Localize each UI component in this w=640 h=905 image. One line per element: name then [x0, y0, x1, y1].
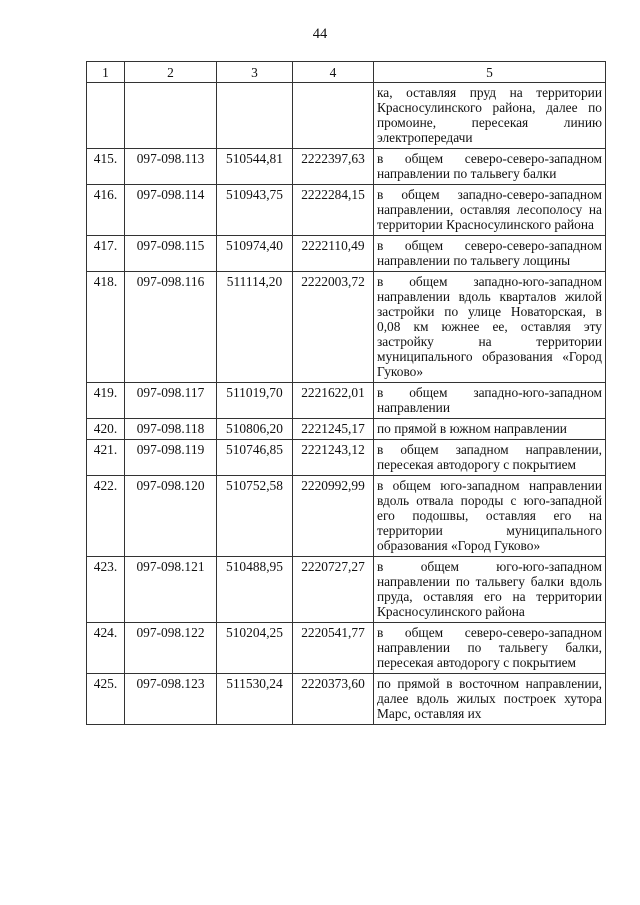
row-number-cell: 422. — [87, 476, 125, 557]
coordinate-x-cell: 510204,25 — [217, 623, 293, 674]
boundary-description-cell: по прямой в южном направлении — [374, 419, 606, 440]
table-row — [87, 623, 606, 674]
column-header: 1 — [87, 62, 125, 83]
point-code-cell: 097-098.117 — [125, 383, 217, 419]
coordinate-x-cell: 511114,20 — [217, 272, 293, 383]
coordinate-x-cell: 510974,40 — [217, 236, 293, 272]
boundary-description-cell: в общем юго-юго-западном направлении по тальвегу балки вдоль пруда, оставляя его на территории Красносулинского района — [374, 557, 606, 623]
coordinate-x-cell: 510752,58 — [217, 476, 293, 557]
row-number-cell — [87, 83, 125, 149]
boundary-description-cell: в общем северо-северо-западном направлении по тальвегу лощины — [374, 236, 606, 272]
table-body — [87, 83, 606, 725]
coordinate-x-cell: 510943,75 — [217, 185, 293, 236]
point-code-cell: 097-098.123 — [125, 674, 217, 725]
boundary-description-cell: ка, оставляя пруд на территории Красносулинского района, далее по промоине, пересекая линию электропередачи — [374, 83, 606, 149]
coordinate-x-cell: 510746,85 — [217, 440, 293, 476]
coordinate-x-cell: 510806,20 — [217, 419, 293, 440]
coordinate-x-cell — [217, 83, 293, 149]
boundary-description-cell: в общем западно-юго-западном направлении — [374, 383, 606, 419]
coordinate-x-cell: 510488,95 — [217, 557, 293, 623]
row-number-cell: 419. — [87, 383, 125, 419]
coordinate-x-cell: 511530,24 — [217, 674, 293, 725]
table-row — [87, 83, 606, 149]
coordinate-y-cell: 2220992,99 — [293, 476, 374, 557]
table-row — [87, 149, 606, 185]
table-row — [87, 476, 606, 557]
point-code-cell: 097-098.120 — [125, 476, 217, 557]
table-row — [87, 272, 606, 383]
coordinate-y-cell: 2222110,49 — [293, 236, 374, 272]
table-row — [87, 236, 606, 272]
row-number-cell: 424. — [87, 623, 125, 674]
point-code-cell: 097-098.114 — [125, 185, 217, 236]
table-row — [87, 440, 606, 476]
coordinate-x-cell: 510544,81 — [217, 149, 293, 185]
coordinate-y-cell: 2220727,27 — [293, 557, 374, 623]
coordinate-y-cell: 2221243,12 — [293, 440, 374, 476]
coordinate-y-cell: 2221622,01 — [293, 383, 374, 419]
row-number-cell: 423. — [87, 557, 125, 623]
boundary-description-cell: в общем западно-северо-западном направлении, оставляя лесополосу на территории Красносулинского района — [374, 185, 606, 236]
coordinate-y-cell: 2222003,72 — [293, 272, 374, 383]
point-code-cell: 097-098.118 — [125, 419, 217, 440]
column-header: 4 — [293, 62, 374, 83]
boundary-description-cell: по прямой в восточном направлении, далее вдоль жилых построек хутора Марс, оставляя их — [374, 674, 606, 725]
boundary-description-cell: в общем западно-юго-западном направлении вдоль кварталов жилой застройки по улице Новаторская, в 0,08 км южнее ее, оставляя эту застройку на территории муниципального образования «Город Гуково» — [374, 272, 606, 383]
column-header: 2 — [125, 62, 217, 83]
table-row — [87, 557, 606, 623]
boundary-description-table — [86, 61, 606, 725]
coordinate-y-cell: 2222397,63 — [293, 149, 374, 185]
boundary-description-cell: в общем западном направлении, пересекая автодорогу с покрытием — [374, 440, 606, 476]
point-code-cell: 097-098.122 — [125, 623, 217, 674]
point-code-cell: 097-098.116 — [125, 272, 217, 383]
page-number: 44 — [312, 26, 328, 42]
point-code-cell: 097-098.121 — [125, 557, 217, 623]
row-number-cell: 416. — [87, 185, 125, 236]
table-header-row — [87, 62, 606, 83]
row-number-cell: 421. — [87, 440, 125, 476]
table-row — [87, 674, 606, 725]
column-header: 3 — [217, 62, 293, 83]
boundary-description-cell: в общем северо-северо-западном направлении по тальвегу балки, пересекая автодорогу с покрытием — [374, 623, 606, 674]
point-code-cell: 097-098.115 — [125, 236, 217, 272]
row-number-cell: 420. — [87, 419, 125, 440]
column-header: 5 — [374, 62, 606, 83]
point-code-cell: 097-098.113 — [125, 149, 217, 185]
row-number-cell: 415. — [87, 149, 125, 185]
point-code-cell — [125, 83, 217, 149]
coordinate-y-cell: 2222284,15 — [293, 185, 374, 236]
table-row — [87, 383, 606, 419]
row-number-cell: 417. — [87, 236, 125, 272]
boundary-description-cell: в общем юго-западном направлении вдоль отвала породы с юго-западной его подошвы, оставляя его на территории муниципального образования «Город Гуково» — [374, 476, 606, 557]
row-number-cell: 425. — [87, 674, 125, 725]
coordinate-x-cell: 511019,70 — [217, 383, 293, 419]
point-code-cell: 097-098.119 — [125, 440, 217, 476]
coordinate-y-cell — [293, 83, 374, 149]
boundary-description-cell: в общем северо-северо-западном направлении по тальвегу балки — [374, 149, 606, 185]
row-number-cell: 418. — [87, 272, 125, 383]
coordinate-y-cell: 2220373,60 — [293, 674, 374, 725]
table-row — [87, 185, 606, 236]
coordinate-y-cell: 2221245,17 — [293, 419, 374, 440]
coordinate-y-cell: 2220541,77 — [293, 623, 374, 674]
table-row — [87, 419, 606, 440]
